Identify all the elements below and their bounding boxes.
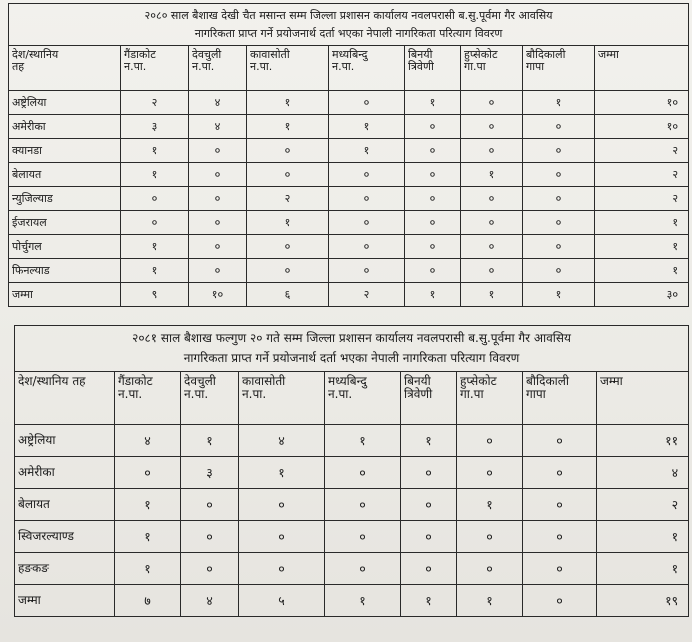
table-row [9,139,689,163]
table-cell: ० [115,457,181,489]
table-cell: ० [329,259,405,283]
header-text: बिनयी [404,374,431,388]
table-cell: ० [523,139,595,163]
column-header [247,46,329,91]
table-cell: ० [401,521,457,553]
row-label: फिनल्याड [9,259,121,283]
header-row [15,372,689,425]
table-row [9,115,689,139]
table-cell: ० [461,235,523,259]
total-row [9,283,689,307]
table-cell: १ [329,139,405,163]
row-total-cell: १ [597,521,689,553]
column-header [325,372,401,425]
table-cell: ० [405,235,461,259]
table-cell: ० [189,259,247,283]
table-cell: ० [121,187,189,211]
table-cell: ० [523,115,595,139]
table-cell: १ [115,521,181,553]
column-header [181,372,239,425]
table-cell: ० [247,163,329,187]
column-header [405,46,461,91]
table-cell: ० [461,91,523,115]
row-label: हङकङ [15,553,115,585]
column-header [401,372,457,425]
row-label: पोर्चुगल [9,235,121,259]
table-row [9,211,689,235]
row-total-cell: १ [595,259,689,283]
table-row [9,235,689,259]
table-cell: ० [181,521,239,553]
table-cell: १ [329,115,405,139]
table-cell: ० [461,187,523,211]
table-cell: ० [461,211,523,235]
row-total-cell: १० [595,115,689,139]
header-text: मध्यबिन्दु [328,374,367,388]
table-cell: ० [457,457,523,489]
table-cell: ० [523,211,595,235]
table-cell: ० [523,521,597,553]
table-cell: ० [523,457,597,489]
table-cell: १ [405,91,461,115]
column-header-location [15,372,115,425]
table-cell: ० [247,139,329,163]
header-text: देवचुली [192,48,222,61]
row-total-cell: १ [595,235,689,259]
table-cell: १ [121,259,189,283]
total-row [15,585,689,617]
table-cell: ४ [181,585,239,617]
column-header [121,46,189,91]
row-label: बेलायत [9,163,121,187]
table-cell: ० [405,139,461,163]
table-cell: १ [405,283,461,307]
table-cell: १ [181,425,239,457]
table-cell: ० [239,553,325,585]
table-cell: ० [121,211,189,235]
table-cell: ० [523,235,595,259]
table-cell: ९ [121,283,189,307]
column-header [461,46,523,91]
table-cell: १ [401,425,457,457]
table-cell: ० [461,259,523,283]
table-cell: १ [523,91,595,115]
table-cell: १ [247,115,329,139]
table-cell: ० [405,211,461,235]
table-cell: ० [523,425,597,457]
table-cell: ० [329,235,405,259]
table-row [9,163,689,187]
column-header-location [9,46,121,91]
row-total-cell: १ [595,211,689,235]
table-cell: ० [325,457,401,489]
row-label: ईजरायल [9,211,121,235]
column-header [597,372,689,425]
table-cell: ० [405,259,461,283]
header-text: गैंडाकोट [124,48,156,61]
row-total-cell: १० [595,91,689,115]
table-row [9,91,689,115]
row-total-cell: २ [595,163,689,187]
row-label: अमेरीका [15,457,115,489]
table-cell: १ [457,489,523,521]
row-label: स्विजरल्याण्ड [15,521,115,553]
table-cell: १० [189,283,247,307]
title-line-2: नागरिकता प्राप्त गर्ने प्रयोजनार्थ दर्ता भएका नेपाली नागरिकता परित्याग विवरण [183,350,520,365]
header-text: बिनयी [408,48,433,61]
table-row [15,521,689,553]
table-cell: १ [121,235,189,259]
table-cell: ४ [189,91,247,115]
table-cell: ० [247,259,329,283]
table-cell: १ [461,163,523,187]
header-text: त्रिवेणी [408,59,434,73]
column-header [523,46,595,91]
table-cell: १ [239,457,325,489]
table-title [9,4,689,46]
header-text: गापा [526,386,546,401]
table-cell: ३ [181,457,239,489]
table-cell: ४ [189,115,247,139]
header-text: जम्मा [598,48,619,61]
header-text: कावासोती [242,374,286,388]
row-label: क्यानडा [9,139,121,163]
renunciation-table-2080 [8,3,689,307]
title-line-1: २०८० साल बैशाख देखी चैत मसान्त सम्म जिल्ला प्रशासन कार्यालय नवलपरासी ब.सु.पूर्वमा गैर आवसिय [144,8,553,22]
table-cell: १ [247,211,329,235]
row-total-cell: ४ [597,457,689,489]
table-cell: १ [115,489,181,521]
table-cell: ० [401,553,457,585]
table-cell: ० [405,115,461,139]
table-cell: ० [401,489,457,521]
table-cell: ० [523,163,595,187]
table-cell: १ [401,585,457,617]
table-cell: ० [457,425,523,457]
column-header [329,46,405,91]
table-cell: १ [115,553,181,585]
table-cell: ० [329,163,405,187]
table-cell: ५ [239,585,325,617]
table-row [9,259,689,283]
header-text: कावासोती [250,48,290,61]
table-cell: ७ [115,585,181,617]
table-cell: १ [523,283,595,307]
row-label: बेलायत [15,489,115,521]
title-line-2: नागरिकता प्राप्त गर्ने प्रयोजनार्थ दर्ता भएका नेपाली नागरिकता परित्याग विवरण [194,26,503,40]
column-header [457,372,523,425]
title-line-1: २०८१ साल बैशाख फल्गुण २० गते सम्म जिल्ला प्रशासन कार्यालय नवलपरासी ब.सु.पूर्वमा गैर आवसिय [132,331,571,346]
table-cell: ० [523,489,597,521]
table-cell: १ [457,585,523,617]
column-header [189,46,247,91]
header-text: न.पा. [250,59,273,73]
header-text: गैंडाकोट [118,374,153,388]
table-cell: १ [121,163,189,187]
renunciation-table-2081 [14,325,689,617]
table-cell: २ [121,91,189,115]
table-cell: ० [325,489,401,521]
table-cell: ० [523,553,597,585]
row-total-cell: २ [595,139,689,163]
table-cell: १ [325,585,401,617]
header-text: हुप्सेकोट [460,374,497,388]
row-total-cell: १ [597,553,689,585]
row-label: अष्ट्रेलिया [9,91,121,115]
table-cell: ० [325,521,401,553]
header-text: देश/स्थानिय [12,48,59,61]
table-cell: ० [181,489,239,521]
table-cell: ० [405,163,461,187]
table-cell: ० [523,187,595,211]
column-header [239,372,325,425]
column-header [595,46,689,91]
table-cell: ० [325,553,401,585]
header-text: गा.पा [460,386,484,401]
header-text: न.पा. [332,59,355,73]
row-label: जम्मा [9,283,121,307]
header-text: न.पा. [118,386,143,401]
table-cell: १ [325,425,401,457]
table-cell: ० [189,163,247,187]
table-row [15,457,689,489]
column-header [523,372,597,425]
header-text: न.पा. [242,386,267,401]
table-cell: ० [523,259,595,283]
table-cell: ३ [121,115,189,139]
table-cell: ० [189,235,247,259]
row-total-cell: १९ [597,585,689,617]
header-text: बौदिकाली [526,374,570,388]
table-cell: २ [247,187,329,211]
table-cell: १ [247,91,329,115]
header-text: न.पा. [192,59,215,73]
header-row [9,46,689,91]
column-header [115,372,181,425]
table-cell: ० [405,187,461,211]
table-cell: ४ [115,425,181,457]
header-text: गा.पा [464,59,486,73]
table-row [9,187,689,211]
row-total-cell: ११ [597,425,689,457]
header-text: त्रिवेणी [404,386,433,401]
table-cell: ० [461,115,523,139]
row-label: अमेरीका [9,115,121,139]
table-cell: ० [523,585,597,617]
row-total-cell: २ [597,489,689,521]
header-text: देश/स्थानिय तह [18,374,86,388]
header-text: न.पा. [184,386,209,401]
row-label: जम्मा [15,585,115,617]
table-cell: ० [181,553,239,585]
table-cell: ० [329,91,405,115]
table-cell: ० [189,211,247,235]
table-title [15,326,689,372]
table-cell: ० [329,211,405,235]
table-cell: २ [329,283,405,307]
table-cell: ४ [239,425,325,457]
header-text: न.पा. [328,386,353,401]
table-cell: ० [401,457,457,489]
table-cell: ६ [247,283,329,307]
header-text: जम्मा [600,374,623,388]
table-row [15,553,689,585]
table-cell: ० [239,521,325,553]
table-cell: ० [457,553,523,585]
table-cell: ० [189,187,247,211]
row-label: अष्ट्रेलिया [15,425,115,457]
table-cell: ० [247,235,329,259]
table-row [15,489,689,521]
header-text: गापा [526,59,545,73]
table-cell: ० [457,521,523,553]
header-text: न.पा. [124,59,147,73]
table-row [15,425,689,457]
row-total-cell: ३० [595,283,689,307]
table-cell: ० [461,139,523,163]
header-text: मध्यबिन्दु [332,48,368,61]
table-cell: १ [121,139,189,163]
header-text: हुप्सेकोट [464,48,498,61]
row-total-cell: २ [595,187,689,211]
table-cell: १ [461,283,523,307]
header-text: बौदिकाली [526,48,566,61]
header-text: देवचुली [184,374,216,388]
table-cell: ० [329,187,405,211]
row-label: न्युजिल्याड [9,187,121,211]
header-text: तह [12,59,25,73]
table-cell: ० [239,489,325,521]
table-cell: ० [189,139,247,163]
